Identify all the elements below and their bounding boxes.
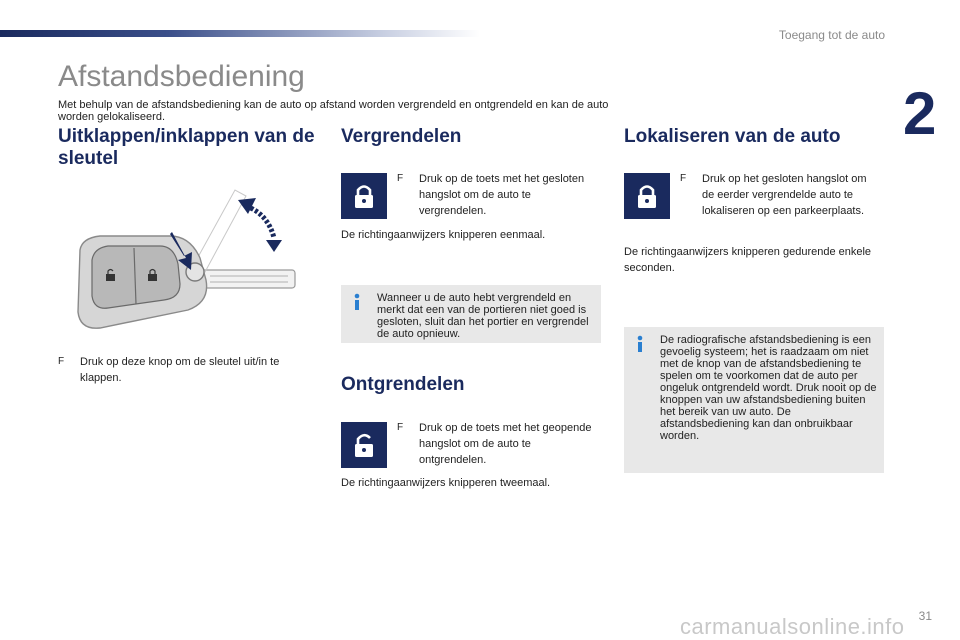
lock-info-text: Wanneer u de auto hebt vergrendeld en merkt dat een van de portieren niet goed is gesloten, sluit dan het portier en vergrendel de auto opnieuw. [377, 292, 589, 340]
bullet-marker: F [680, 173, 687, 184]
lock-info-box [341, 285, 601, 343]
locate-info-text: De radiografische afstandsbediening is een gevoelig systeem; het is raadzaam om niet met de knop van de afstandsbediening te spelen om te voorkomen dat de auto per ongeluk ontgrendeld wordt. Druk nooit op de knoppen van uw afstandsbediening buiten het bereik van uw auto. De afstandsbediening kan dan onbruikbaar worden. [660, 334, 877, 442]
locate-note: De richtingaanwijzers knipperen gedurende enkele seconden. [624, 246, 872, 274]
page-number: 31 [918, 609, 932, 623]
unlock-note: De richtingaanwijzers knipperen tweemaal. [341, 477, 551, 489]
page-title: Afstandsbediening [58, 60, 305, 93]
unlock-instruction [397, 420, 594, 468]
key-fob-illustration [60, 180, 310, 340]
info-icon [350, 293, 364, 311]
locate-info-box [624, 327, 884, 473]
lock-instruction [397, 171, 599, 219]
watermark: carmanualsonline.info [680, 614, 905, 639]
header-gradient-bar [0, 30, 480, 37]
unlock-heading: Ontgrendelen [341, 374, 465, 395]
section-header: Toegang tot de auto [778, 28, 885, 42]
locate-heading: Lokaliseren van de auto [624, 126, 841, 147]
intro-text: Met behulp van de afstandsbediening kan de auto op afstand worden vergrendeld en ontgrendeld en kan de auto worden gelokaliseerd. [58, 99, 609, 123]
fold-instruction [58, 354, 320, 386]
closed-padlock-icon [624, 173, 670, 219]
lock-bullet-text: Druk op de toets met het gesloten hangslot om de auto te vergrendelen. [419, 173, 585, 217]
lock-note: De richtingaanwijzers knipperen eenmaal. [341, 229, 546, 241]
unlock-bullet-text: Druk op de toets met het geopende hangslot om de auto te ontgrendelen. [419, 422, 592, 466]
bullet-marker: F [397, 422, 404, 433]
closed-padlock-icon [341, 173, 387, 219]
open-padlock-icon [341, 422, 387, 468]
fold-heading: Uitklappen/inklappen van de sleutel [58, 126, 315, 169]
locate-instruction [680, 171, 877, 219]
bullet-marker: F [397, 173, 404, 184]
lock-heading: Vergrendelen [341, 126, 462, 147]
bullet-marker: F [58, 356, 65, 367]
locate-bullet-text: Druk op het gesloten hangslot om de eerder vergrendelde auto te lokaliseren op een parkeerplaats. [702, 173, 867, 217]
fold-bullet-text: Druk op deze knop om de sleutel uit/in te klappen. [80, 356, 280, 384]
chapter-number: 2 [903, 80, 937, 147]
info-icon [633, 335, 647, 353]
